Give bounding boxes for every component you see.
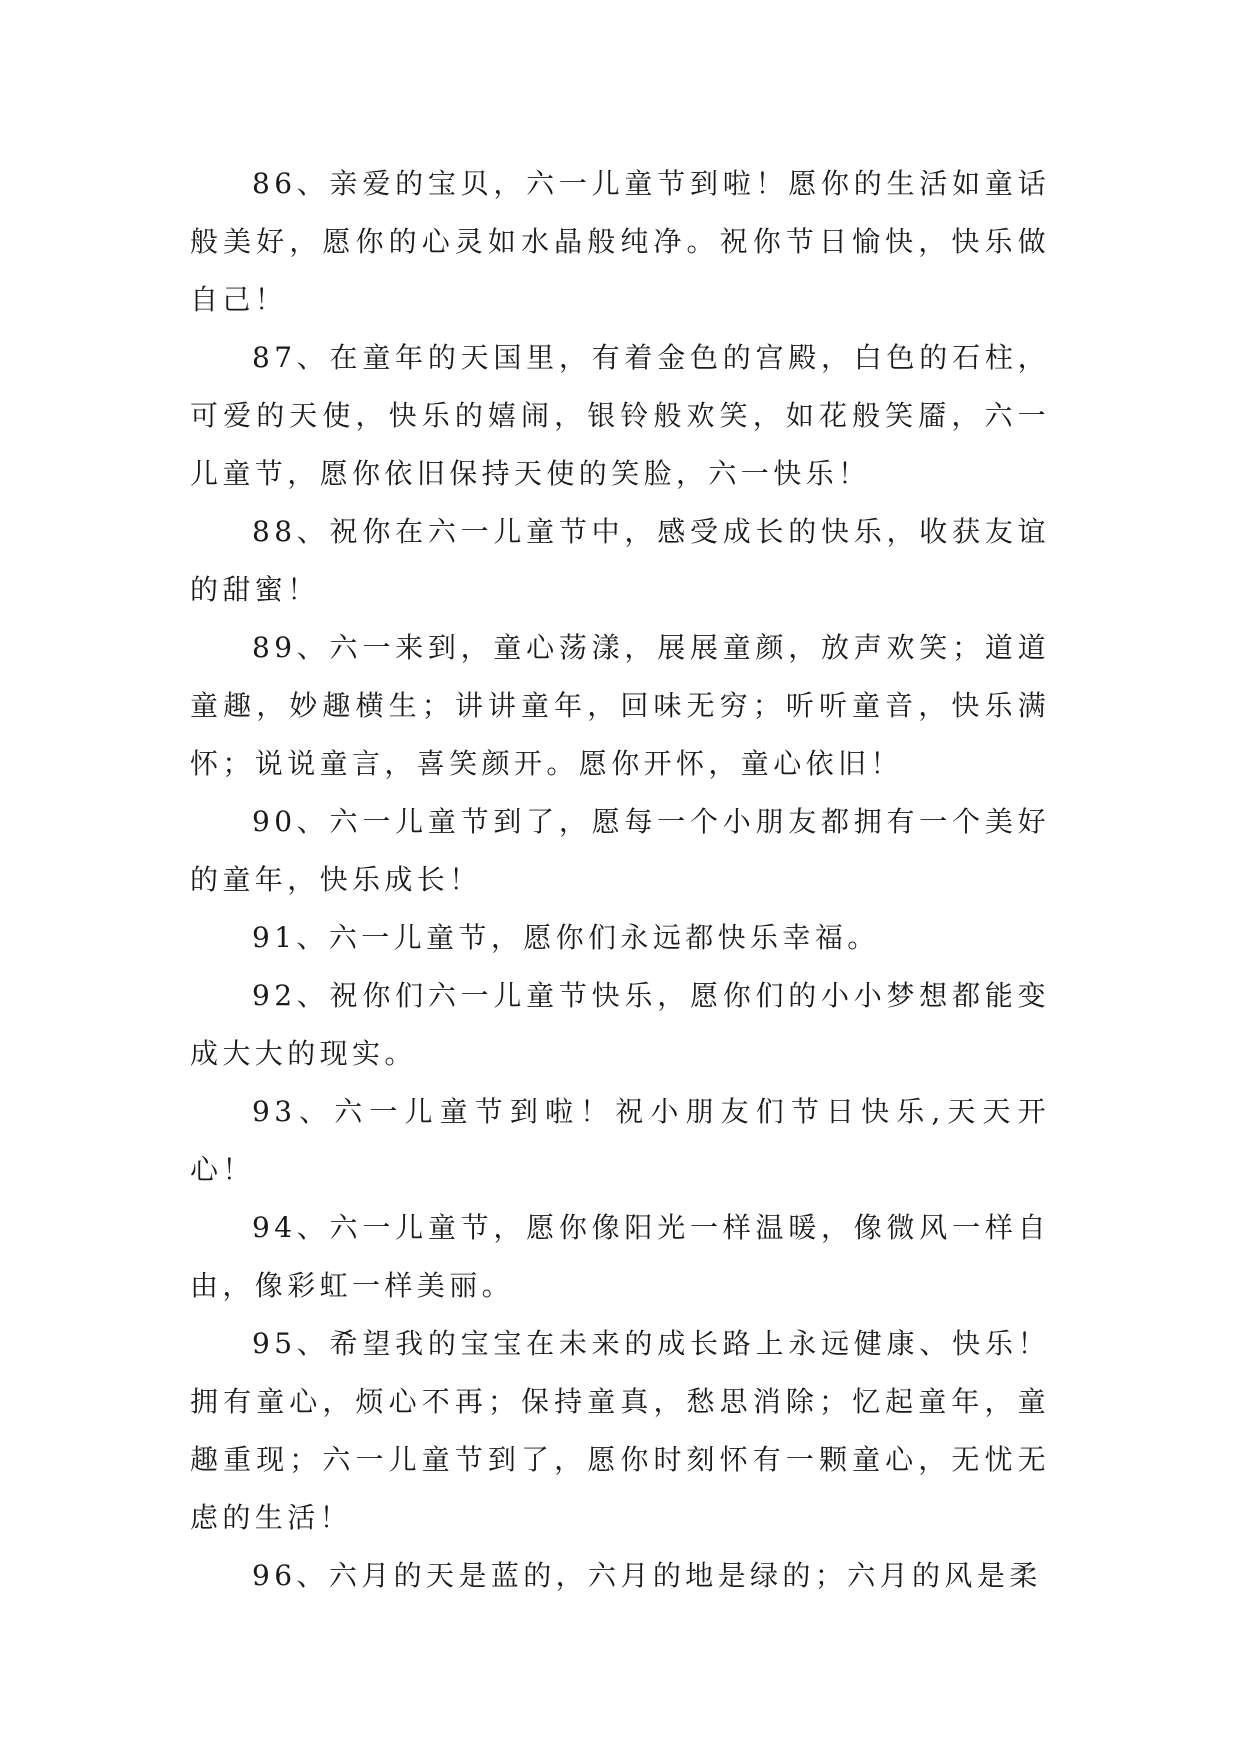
paragraph-95: 95、希望我的宝宝在未来的成长路上永远健康、快乐！拥有童心，烦心不再；保持童真，愁思消除；忆起童年，童趣重现；六一儿童节到了，愿你时刻怀有一颗童心，无忧无虑的生活！: [190, 1327, 1050, 1534]
paragraph-90: 90、六一儿童节到了，愿每一个小朋友都拥有一个美好的童年，快乐成长！: [190, 805, 1050, 896]
paragraph-89: 89、六一来到，童心荡漾，展展童颜，放声欢笑；道道童趣，妙趣横生；讲讲童年，回味无穷；听听童音，快乐满怀；说说童言，喜笑颜开。愿你开怀，童心依旧！: [190, 631, 1050, 780]
paragraph-92: 92、祝你们六一儿童节快乐，愿你们的小小梦想都能变成大大的现实。: [190, 979, 1050, 1070]
document-body: [190, 155, 1050, 1605]
paragraph-91: 91、六一儿童节，愿你们永远都快乐幸福。: [252, 921, 880, 954]
paragraph-86: 86、亲爱的宝贝，六一儿童节到啦！愿你的生活如童话般美好，愿你的心灵如水晶般纯净。祝你节日愉快，快乐做自己！: [190, 167, 1050, 316]
paragraph-96: 96、六月的天是蓝的，六月的地是绿的；六月的风是柔: [252, 1559, 1042, 1592]
paragraph-87: 87、在童年的天国里，有着金色的宫殿，白色的石柱，可爱的天使，快乐的嬉闹，银铃般欢笑，如花般笑靥，六一儿童节，愿你依旧保持天使的笑脸，六一快乐！: [190, 341, 1050, 490]
paragraph-93: 93、六一儿童节到啦！祝小朋友们节日快乐,天天开心！: [190, 1095, 1050, 1186]
paragraph-94: 94、六一儿童节，愿你像阳光一样温暖，像微风一样自由，像彩虹一样美丽。: [190, 1211, 1050, 1302]
paragraph-88: 88、祝你在六一儿童节中，感受成长的快乐，收获友谊的甜蜜！: [190, 515, 1050, 606]
